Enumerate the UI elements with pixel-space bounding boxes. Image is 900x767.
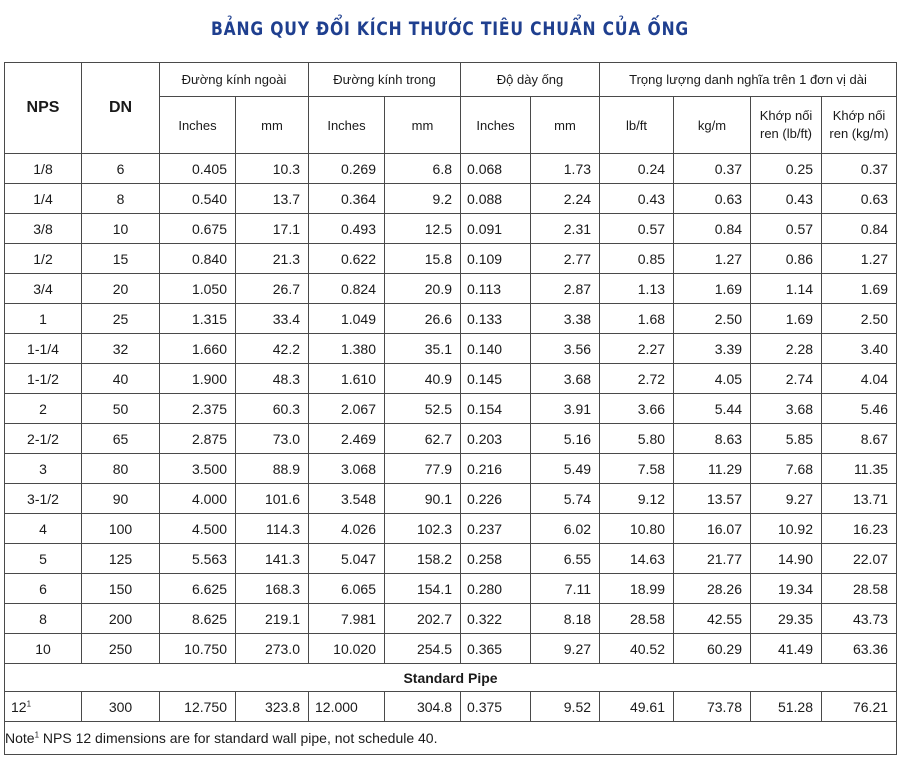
cell: 20.9 [385, 274, 461, 304]
cell: 9.52 [531, 692, 600, 722]
cell: 51.28 [751, 692, 822, 722]
cell: 3.38 [531, 304, 600, 334]
table-row [5, 544, 897, 574]
cell-dn: 20 [82, 274, 160, 304]
cell: 0.091 [461, 214, 531, 244]
cell: 5.46 [822, 394, 897, 424]
cell-nps: 2 [5, 394, 82, 424]
cell-nps: 1/4 [5, 184, 82, 214]
cell-nps: 1 [5, 304, 82, 334]
cell: 168.3 [236, 574, 309, 604]
cell: 0.145 [461, 364, 531, 394]
cell: 2.77 [531, 244, 600, 274]
cell: 0.203 [461, 424, 531, 454]
cell: 8.67 [822, 424, 897, 454]
cell: 2.50 [674, 304, 751, 334]
cell-nps: 1/8 [5, 154, 82, 184]
cell-dn: 15 [82, 244, 160, 274]
cell-nps: 10 [5, 634, 82, 664]
cell: 1.610 [309, 364, 385, 394]
cell: 0.109 [461, 244, 531, 274]
table-row [5, 484, 897, 514]
cell: 114.3 [236, 514, 309, 544]
cell: 4.05 [674, 364, 751, 394]
cell-dn: 65 [82, 424, 160, 454]
cell: 35.1 [385, 334, 461, 364]
table-row [5, 634, 897, 664]
cell: 8.18 [531, 604, 600, 634]
cell: 0.63 [822, 184, 897, 214]
cell: 1.14 [751, 274, 822, 304]
cell: 1.660 [160, 334, 236, 364]
cell: 1.73 [531, 154, 600, 184]
cell: 77.9 [385, 454, 461, 484]
cell: 5.563 [160, 544, 236, 574]
cell-dn: 100 [82, 514, 160, 544]
cell: 60.3 [236, 394, 309, 424]
cell: 6.8 [385, 154, 461, 184]
cell: 12.750 [160, 692, 236, 722]
cell: 4.026 [309, 514, 385, 544]
cell-dn: 300 [82, 692, 160, 722]
header-outer-inches: Inches [160, 97, 236, 154]
cell: 16.07 [674, 514, 751, 544]
cell: 90.1 [385, 484, 461, 514]
cell: 154.1 [385, 574, 461, 604]
cell: 73.78 [674, 692, 751, 722]
cell: 26.7 [236, 274, 309, 304]
cell: 0.840 [160, 244, 236, 274]
cell: 6.55 [531, 544, 600, 574]
cell: 3.68 [531, 364, 600, 394]
cell-nps: 5 [5, 544, 82, 574]
cell: 4.500 [160, 514, 236, 544]
cell: 10.80 [600, 514, 674, 544]
cell: 21.77 [674, 544, 751, 574]
header-wall-thickness: Độ dày ống [461, 63, 600, 97]
cell: 1.69 [822, 274, 897, 304]
cell: 28.58 [822, 574, 897, 604]
cell: 8.625 [160, 604, 236, 634]
header-threaded-kgm: Khớp nối ren (kg/m) [822, 97, 897, 154]
cell: 2.067 [309, 394, 385, 424]
cell: 10.3 [236, 154, 309, 184]
cell: 0.154 [461, 394, 531, 424]
cell: 88.9 [236, 454, 309, 484]
cell-nps: 6 [5, 574, 82, 604]
cell: 4.000 [160, 484, 236, 514]
cell-dn: 80 [82, 454, 160, 484]
cell-dn: 250 [82, 634, 160, 664]
cell: 0.237 [461, 514, 531, 544]
cell: 60.29 [674, 634, 751, 664]
cell: 0.088 [461, 184, 531, 214]
cell: 6.02 [531, 514, 600, 544]
cell: 3.68 [751, 394, 822, 424]
cell: 3.39 [674, 334, 751, 364]
cell: 0.675 [160, 214, 236, 244]
table-body [5, 154, 897, 664]
cell: 0.85 [600, 244, 674, 274]
cell: 62.7 [385, 424, 461, 454]
cell: 8.63 [674, 424, 751, 454]
cell: 0.216 [461, 454, 531, 484]
cell: 219.1 [236, 604, 309, 634]
header-threaded-lbft: Khớp nối ren (lb/ft) [751, 97, 822, 154]
cell: 2.28 [751, 334, 822, 364]
cell: 141.3 [236, 544, 309, 574]
cell: 1.315 [160, 304, 236, 334]
cell: 202.7 [385, 604, 461, 634]
cell-dn: 6 [82, 154, 160, 184]
table-row [5, 364, 897, 394]
cell: 13.57 [674, 484, 751, 514]
cell: 4.04 [822, 364, 897, 394]
cell: 0.258 [461, 544, 531, 574]
cell: 304.8 [385, 692, 461, 722]
table-row [5, 214, 897, 244]
cell: 2.31 [531, 214, 600, 244]
cell: 3.548 [309, 484, 385, 514]
cell: 0.622 [309, 244, 385, 274]
cell: 1.380 [309, 334, 385, 364]
cell: 41.49 [751, 634, 822, 664]
cell: 28.26 [674, 574, 751, 604]
cell: 48.3 [236, 364, 309, 394]
cell: 0.365 [461, 634, 531, 664]
cell: 0.63 [674, 184, 751, 214]
table-row [5, 244, 897, 274]
cell: 5.74 [531, 484, 600, 514]
cell: 5.85 [751, 424, 822, 454]
cell: 323.8 [236, 692, 309, 722]
cell-dn: 200 [82, 604, 160, 634]
cell: 21.3 [236, 244, 309, 274]
cell: 40.9 [385, 364, 461, 394]
footnote: Note$^1$ NPS 12 dimensions are for standard wall pipe, not schedule 40. [5, 722, 897, 755]
cell-dn: 8 [82, 184, 160, 214]
cell: 5.44 [674, 394, 751, 424]
cell: 1.69 [751, 304, 822, 334]
cell: 9.27 [531, 634, 600, 664]
cell: 2.74 [751, 364, 822, 394]
cell-nps: 1-1/4 [5, 334, 82, 364]
cell: 29.35 [751, 604, 822, 634]
cell-nps: 4 [5, 514, 82, 544]
cell: 9.2 [385, 184, 461, 214]
cell: 2.50 [822, 304, 897, 334]
header-nominal-weight: Trọng lượng danh nghĩa trên 1 đơn vị dài [600, 63, 897, 97]
cell: 1.13 [600, 274, 674, 304]
cell: 3.40 [822, 334, 897, 364]
cell: 0.068 [461, 154, 531, 184]
header-wall-mm: mm [531, 97, 600, 154]
table-row [5, 604, 897, 634]
table-row [5, 454, 897, 484]
cell: 0.24 [600, 154, 674, 184]
cell: 2.27 [600, 334, 674, 364]
cell: 10.750 [160, 634, 236, 664]
header-inner-inches: Inches [309, 97, 385, 154]
cell: 3.56 [531, 334, 600, 364]
cell-dn: 150 [82, 574, 160, 604]
cell-dn: 50 [82, 394, 160, 424]
cell-nps: 3 [5, 454, 82, 484]
cell: 5.16 [531, 424, 600, 454]
cell-dn: 25 [82, 304, 160, 334]
cell: 76.21 [822, 692, 897, 722]
cell-nps: 8 [5, 604, 82, 634]
cell: 0.37 [674, 154, 751, 184]
cell: 0.113 [461, 274, 531, 304]
pipe-dimension-table [4, 62, 897, 755]
cell: 73.0 [236, 424, 309, 454]
table-row [5, 394, 897, 424]
header-dn: DN [82, 63, 160, 154]
cell: 0.226 [461, 484, 531, 514]
table-row [5, 424, 897, 454]
cell: 1.68 [600, 304, 674, 334]
cell: 0.824 [309, 274, 385, 304]
header-wall-inches: Inches [461, 97, 531, 154]
header-outer-diameter: Đường kính ngoài [160, 63, 309, 97]
cell: 0.84 [822, 214, 897, 244]
cell: 0.25 [751, 154, 822, 184]
cell: 0.43 [751, 184, 822, 214]
cell-nps: 3-1/2 [5, 484, 82, 514]
header-weight-kgm: kg/m [674, 97, 751, 154]
cell: 1.27 [822, 244, 897, 274]
cell: 5.49 [531, 454, 600, 484]
cell-nps: 3/8 [5, 214, 82, 244]
cell: 12.5 [385, 214, 461, 244]
header-outer-mm: mm [236, 97, 309, 154]
cell: 3.66 [600, 394, 674, 424]
cell: 5.80 [600, 424, 674, 454]
table-row [5, 334, 897, 364]
table-row [5, 514, 897, 544]
cell: 13.71 [822, 484, 897, 514]
cell-dn: 40 [82, 364, 160, 394]
cell: 3.068 [309, 454, 385, 484]
cell: 1.27 [674, 244, 751, 274]
cell: 0.540 [160, 184, 236, 214]
cell: 0.37 [822, 154, 897, 184]
cell: 1.050 [160, 274, 236, 304]
cell: 11.35 [822, 454, 897, 484]
cell: 52.5 [385, 394, 461, 424]
cell: 42.2 [236, 334, 309, 364]
table-row [5, 184, 897, 214]
cell: 28.58 [600, 604, 674, 634]
cell: 254.5 [385, 634, 461, 664]
cell: 17.1 [236, 214, 309, 244]
cell-dn: 32 [82, 334, 160, 364]
cell: 2.469 [309, 424, 385, 454]
cell: 2.72 [600, 364, 674, 394]
cell: 13.7 [236, 184, 309, 214]
cell: 0.57 [751, 214, 822, 244]
cell: 10.020 [309, 634, 385, 664]
cell: 16.23 [822, 514, 897, 544]
cell: 6.065 [309, 574, 385, 604]
header-inner-mm: mm [385, 97, 461, 154]
cell: 12.000 [309, 692, 385, 722]
cell: 0.280 [461, 574, 531, 604]
table-row [5, 304, 897, 334]
cell-nps: 2-1/2 [5, 424, 82, 454]
cell: 42.55 [674, 604, 751, 634]
cell: 158.2 [385, 544, 461, 574]
cell-nps: 1-1/2 [5, 364, 82, 394]
cell: 43.73 [822, 604, 897, 634]
cell: 1.900 [160, 364, 236, 394]
cell: 9.12 [600, 484, 674, 514]
cell: 7.58 [600, 454, 674, 484]
cell: 0.140 [461, 334, 531, 364]
cell: 0.493 [309, 214, 385, 244]
cell: 0.322 [461, 604, 531, 634]
cell-dn: 10 [82, 214, 160, 244]
cell: 273.0 [236, 634, 309, 664]
cell: 2.87 [531, 274, 600, 304]
cell: 14.90 [751, 544, 822, 574]
table-row [5, 574, 897, 604]
cell: 2.875 [160, 424, 236, 454]
table-row [5, 692, 897, 722]
cell: 2.375 [160, 394, 236, 424]
cell: 33.4 [236, 304, 309, 334]
cell: 0.86 [751, 244, 822, 274]
table-row [5, 154, 897, 184]
header-inner-diameter: Đường kính trong [309, 63, 461, 97]
cell: 3.500 [160, 454, 236, 484]
cell: 5.047 [309, 544, 385, 574]
cell: 0.269 [309, 154, 385, 184]
cell: 40.52 [600, 634, 674, 664]
cell: 7.68 [751, 454, 822, 484]
cell: 7.981 [309, 604, 385, 634]
cell: 3.91 [531, 394, 600, 424]
cell: 15.8 [385, 244, 461, 274]
cell: 0.405 [160, 154, 236, 184]
cell-dn: 125 [82, 544, 160, 574]
cell: 0.364 [309, 184, 385, 214]
cell: 19.34 [751, 574, 822, 604]
cell: 26.6 [385, 304, 461, 334]
cell: 101.6 [236, 484, 309, 514]
cell: 9.27 [751, 484, 822, 514]
cell: 1.049 [309, 304, 385, 334]
cell-dn: 90 [82, 484, 160, 514]
cell: 22.07 [822, 544, 897, 574]
cell: 63.36 [822, 634, 897, 664]
cell: 102.3 [385, 514, 461, 544]
cell: 1.69 [674, 274, 751, 304]
cell-nps: 1/2 [5, 244, 82, 274]
cell: 7.11 [531, 574, 600, 604]
cell: 18.99 [600, 574, 674, 604]
cell: 2.24 [531, 184, 600, 214]
cell: 0.84 [674, 214, 751, 244]
cell: 14.63 [600, 544, 674, 574]
table-row [5, 274, 897, 304]
header-weight-lbft: lb/ft [600, 97, 674, 154]
cell: 10.92 [751, 514, 822, 544]
cell: 0.57 [600, 214, 674, 244]
cell-nps: 3/4 [5, 274, 82, 304]
cell: 6.625 [160, 574, 236, 604]
cell: 0.133 [461, 304, 531, 334]
cell: 11.29 [674, 454, 751, 484]
cell: 0.375 [461, 692, 531, 722]
cell: 0.43 [600, 184, 674, 214]
standard-pipe-label: Standard Pipe [5, 664, 897, 692]
page-title: BẢNG QUY ĐỔI KÍCH THƯỚC TIÊU CHUẨN CỦA ỐNG [210, 18, 690, 40]
header-nps: NPS [5, 63, 82, 154]
cell: 49.61 [600, 692, 674, 722]
cell-nps: $12^1$ [5, 692, 82, 722]
